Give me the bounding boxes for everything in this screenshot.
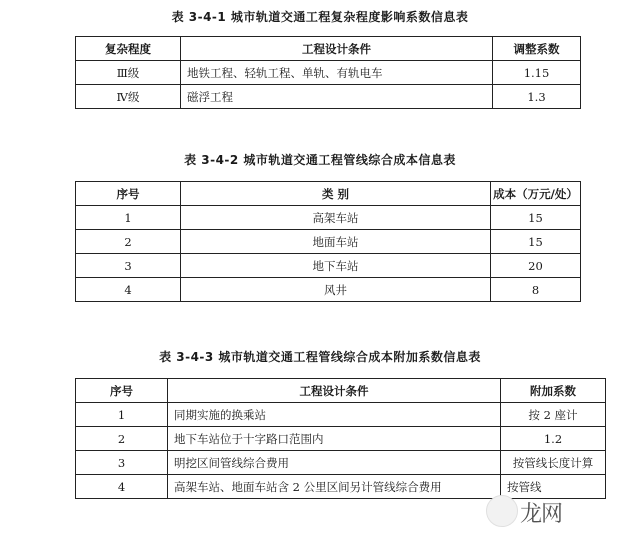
table-cell: 按管线 <box>501 475 606 499</box>
header-cell: 复杂程度 <box>76 37 181 61</box>
table-header-row <box>76 182 581 206</box>
table-cell: 风井 <box>181 278 491 302</box>
table-cell: 8 <box>491 278 581 302</box>
table-cell: 地下车站位于十字路口范围内 <box>168 427 501 451</box>
table-header-row <box>76 37 581 61</box>
site-watermark <box>486 493 628 527</box>
watermark-logo-icon <box>486 495 518 527</box>
table-cell: Ⅳ级 <box>76 85 181 109</box>
table3-caption: 表 3-4-3 城市轨道交通工程管线综合成本附加系数信息表 <box>159 350 481 364</box>
table-cell: 按 2 座计 <box>501 403 606 427</box>
header-cell: 工程设计条件 <box>168 379 501 403</box>
table-header-row <box>76 379 606 403</box>
table-cell: 1 <box>76 206 181 230</box>
table-cell: 20 <box>491 254 581 278</box>
table-cell: 4 <box>76 278 181 302</box>
header-cell: 调整系数 <box>493 37 581 61</box>
table-row <box>76 230 581 254</box>
table-cell: 磁浮工程 <box>181 85 493 109</box>
table-cell: Ⅲ级 <box>76 61 181 85</box>
table-cell: 15 <box>491 230 581 254</box>
table-row <box>76 206 581 230</box>
table-cell: 高架车站 <box>181 206 491 230</box>
table-cell: 2 <box>76 427 168 451</box>
table-cell: 4 <box>76 475 168 499</box>
table-cell: 1.15 <box>493 61 581 85</box>
table-row <box>76 427 606 451</box>
table1-caption: 表 3-4-1 城市轨道交通工程复杂程度影响系数信息表 <box>171 10 469 24</box>
table2-caption: 表 3-4-2 城市轨道交通工程管线综合成本信息表 <box>184 153 456 167</box>
pipeline-additional-coefficient-table <box>75 378 606 499</box>
table-row <box>76 61 581 85</box>
table-cell: 按管线长度计算 <box>501 451 606 475</box>
header-cell: 序号 <box>76 379 168 403</box>
header-cell: 序号 <box>76 182 181 206</box>
table-cell: 1.2 <box>501 427 606 451</box>
table-row <box>76 451 606 475</box>
table-cell: 地铁工程、轻轨工程、单轨、有轨电车 <box>181 61 493 85</box>
table-cell: 15 <box>491 206 581 230</box>
header-cell: 附加系数 <box>501 379 606 403</box>
header-cell: 成本（万元/处） <box>491 182 581 206</box>
table-cell: 1.3 <box>493 85 581 109</box>
watermark-text: 龙网 <box>520 502 563 527</box>
table-cell: 高架车站、地面车站含 2 公里区间另计管线综合费用 <box>168 475 501 499</box>
table-cell: 明挖区间管线综合费用 <box>168 451 501 475</box>
table-row <box>76 85 581 109</box>
table-cell: 2 <box>76 230 181 254</box>
pipeline-cost-table <box>75 181 581 302</box>
table-cell: 3 <box>76 254 181 278</box>
table-row <box>76 403 606 427</box>
header-cell: 类 别 <box>181 182 491 206</box>
table-row <box>76 278 581 302</box>
table-cell: 地下车站 <box>181 254 491 278</box>
table-cell: 同期实施的换乘站 <box>168 403 501 427</box>
table-cell: 3 <box>76 451 168 475</box>
table-cell: 1 <box>76 403 168 427</box>
complexity-coefficient-table <box>75 36 581 109</box>
table-row <box>76 254 581 278</box>
table-cell: 地面车站 <box>181 230 491 254</box>
header-cell: 工程设计条件 <box>181 37 493 61</box>
